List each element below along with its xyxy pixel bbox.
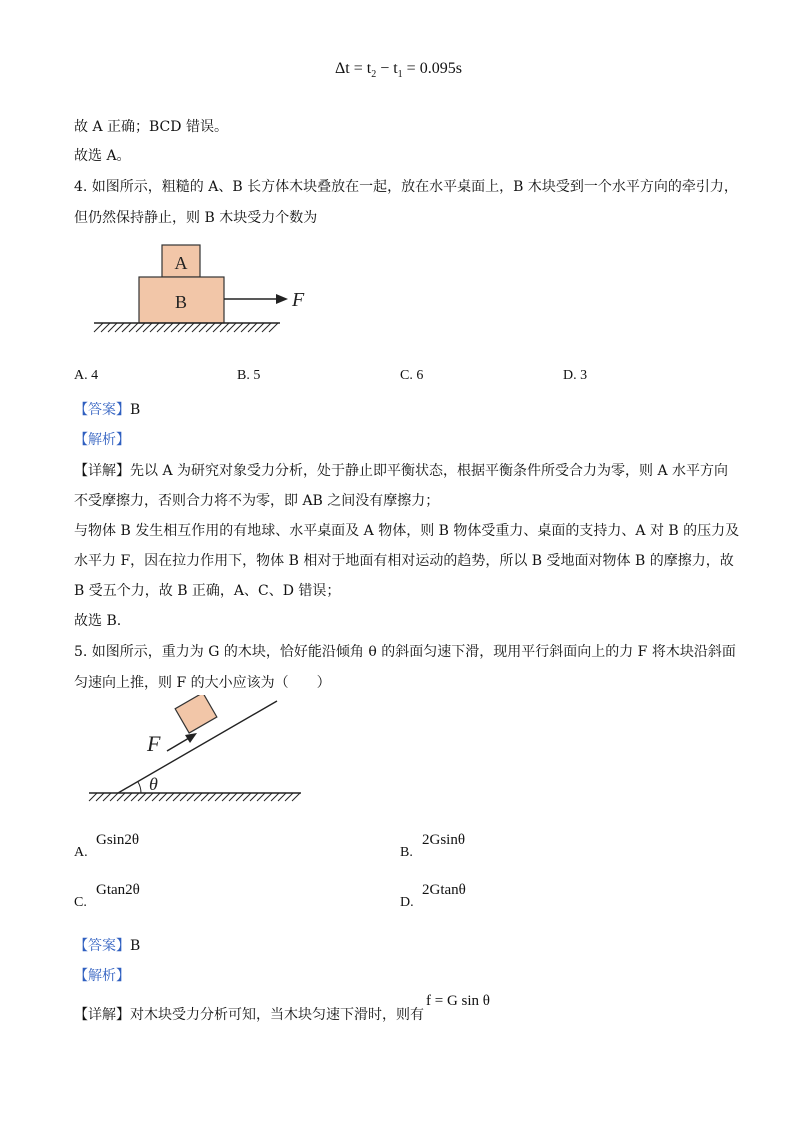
q4-option-a: A. 4: [74, 368, 99, 383]
hatch-mark: [285, 793, 293, 801]
q4-detail-line1: 【详解】先以 A 为研究对象受力分析，处于静止即平衡状态，根据平衡条件所受合力为零，则 A 水平方向: [74, 463, 729, 479]
hatch-mark: [117, 793, 125, 801]
block-a-label: A: [174, 253, 188, 273]
hatch-mark: [278, 793, 286, 801]
hatch-mark: [271, 793, 279, 801]
q4-option-d: D. 3: [563, 368, 588, 383]
hatch-mark: [166, 793, 174, 801]
hatch-mark: [250, 793, 258, 801]
q5-option-c-expr: Gtan2θ: [96, 882, 140, 898]
q4-detail-line3: 与物体 B 发生相互作用的有地球、水平桌面及 A 物体，则 B 物体受重力、桌面的支持力、A 对 B 的压力及: [74, 523, 740, 539]
detail-tag: 【详解】: [74, 1007, 130, 1023]
q5-option-b-expr: 2Gsinθ: [422, 832, 466, 848]
hatch-mark: [264, 793, 272, 801]
q5-option-d-letter: D.: [400, 895, 414, 910]
force-label: F: [292, 289, 305, 311]
angle-label: θ: [149, 774, 158, 794]
q4-option-c: C. 6: [400, 368, 424, 383]
q4-detail-line4: 水平力 F，因在拉力作用下，物体 B 相对于地面有相对运动的趋势，所以 B 受地面对物体 B 的摩擦力，故: [74, 553, 734, 569]
top-formula: $\Delta t = t_2 - t_1 = 0.095s$: [335, 60, 462, 81]
q5-option-a-letter: A.: [74, 845, 88, 860]
q5-stem-line2: 匀速向上推，则 F 的大小应该为（ ）: [74, 675, 331, 691]
detail-tag: 【详解】: [74, 463, 130, 479]
push-arrow-line: [167, 738, 189, 751]
hatch-mark: [229, 793, 237, 801]
incline-block: [175, 695, 217, 733]
hatch-mark: [138, 793, 146, 801]
hatch-mark: [187, 793, 195, 801]
hatch-mark: [194, 793, 202, 801]
q5-option-b-letter: B.: [400, 845, 413, 860]
hatch-mark: [180, 793, 188, 801]
q5-detail-formula: f = G sin θ: [426, 993, 490, 1009]
hatch-mark: [96, 793, 104, 801]
force-arrow-head: [276, 294, 288, 304]
q5-option-c-letter: C.: [74, 895, 87, 910]
hatch-mark: [131, 793, 139, 801]
q5-detail-line1: 【详解】对木块受力分析可知，当木块匀速下滑时，则有: [74, 1007, 424, 1023]
answer-tag: 【答案】: [74, 938, 130, 954]
q5-answer: [74, 935, 140, 955]
hatch-mark: [152, 793, 160, 801]
q5-stem-line1: 5. 如图所示，重力为 G 的木块，恰好能沿倾角 θ 的斜面匀速下滑，现用平行斜面向上的力 F 将木块沿斜面: [74, 644, 736, 660]
q4-detail-line2: 不受摩擦力，否则合力将不为零，即 AB 之间没有摩擦力；: [74, 493, 440, 509]
hatch-mark: [173, 793, 181, 801]
answer-value: B: [130, 938, 141, 954]
hatch-mark: [124, 793, 132, 801]
q5-option-a-expr: Gsin2θ: [96, 832, 140, 848]
q5-option-d-expr: 2Gtanθ: [422, 882, 466, 898]
q3-conclusion: 故 A 正确；BCD 错误。: [74, 119, 228, 135]
angle-arc: [138, 782, 141, 793]
q3-select: 故选 A。: [74, 148, 131, 164]
q4-stem-line2: 但仍然保持静止，则 B 木块受力个数为: [74, 210, 318, 226]
q5-figure: [85, 695, 315, 805]
ground-hatch: [94, 323, 278, 332]
q4-option-b: B. 5: [237, 368, 261, 383]
hatch-mark: [222, 793, 230, 801]
hatch-mark: [201, 793, 209, 801]
answer-value: B: [130, 402, 141, 418]
hatch-mark: [145, 793, 153, 801]
q4-select: 故选 B.: [74, 613, 122, 629]
hatch-mark: [103, 793, 111, 801]
hatch-mark: [236, 793, 244, 801]
hatch-mark: [215, 793, 223, 801]
q4-answer: [74, 399, 140, 419]
push-force-label: F: [147, 731, 161, 756]
q5-analysis-tag: 【解析】: [74, 968, 130, 984]
ground-hatch: [89, 793, 300, 801]
hatch-mark: [292, 793, 300, 801]
hatch-mark: [208, 793, 216, 801]
q4-analysis-tag: 【解析】: [74, 432, 130, 448]
q4-figure: [90, 240, 330, 340]
hatch-mark: [110, 793, 118, 801]
hatch-mark: [243, 793, 251, 801]
q4-stem-line1: 4. 如图所示，粗糙的 A、B 长方体木块叠放在一起，放在水平桌面上，B 木块受到一个水平方向的牵引力，: [74, 179, 738, 195]
push-arrow-head: [185, 733, 197, 743]
hatch-mark: [89, 793, 97, 801]
hatch-mark: [257, 793, 265, 801]
q4-detail-line5: B 受五个力，故 B 正确，A、C、D 错误；: [74, 583, 341, 599]
block-b-label: B: [174, 292, 188, 312]
answer-tag: 【答案】: [74, 402, 130, 418]
hatch-mark: [159, 793, 167, 801]
